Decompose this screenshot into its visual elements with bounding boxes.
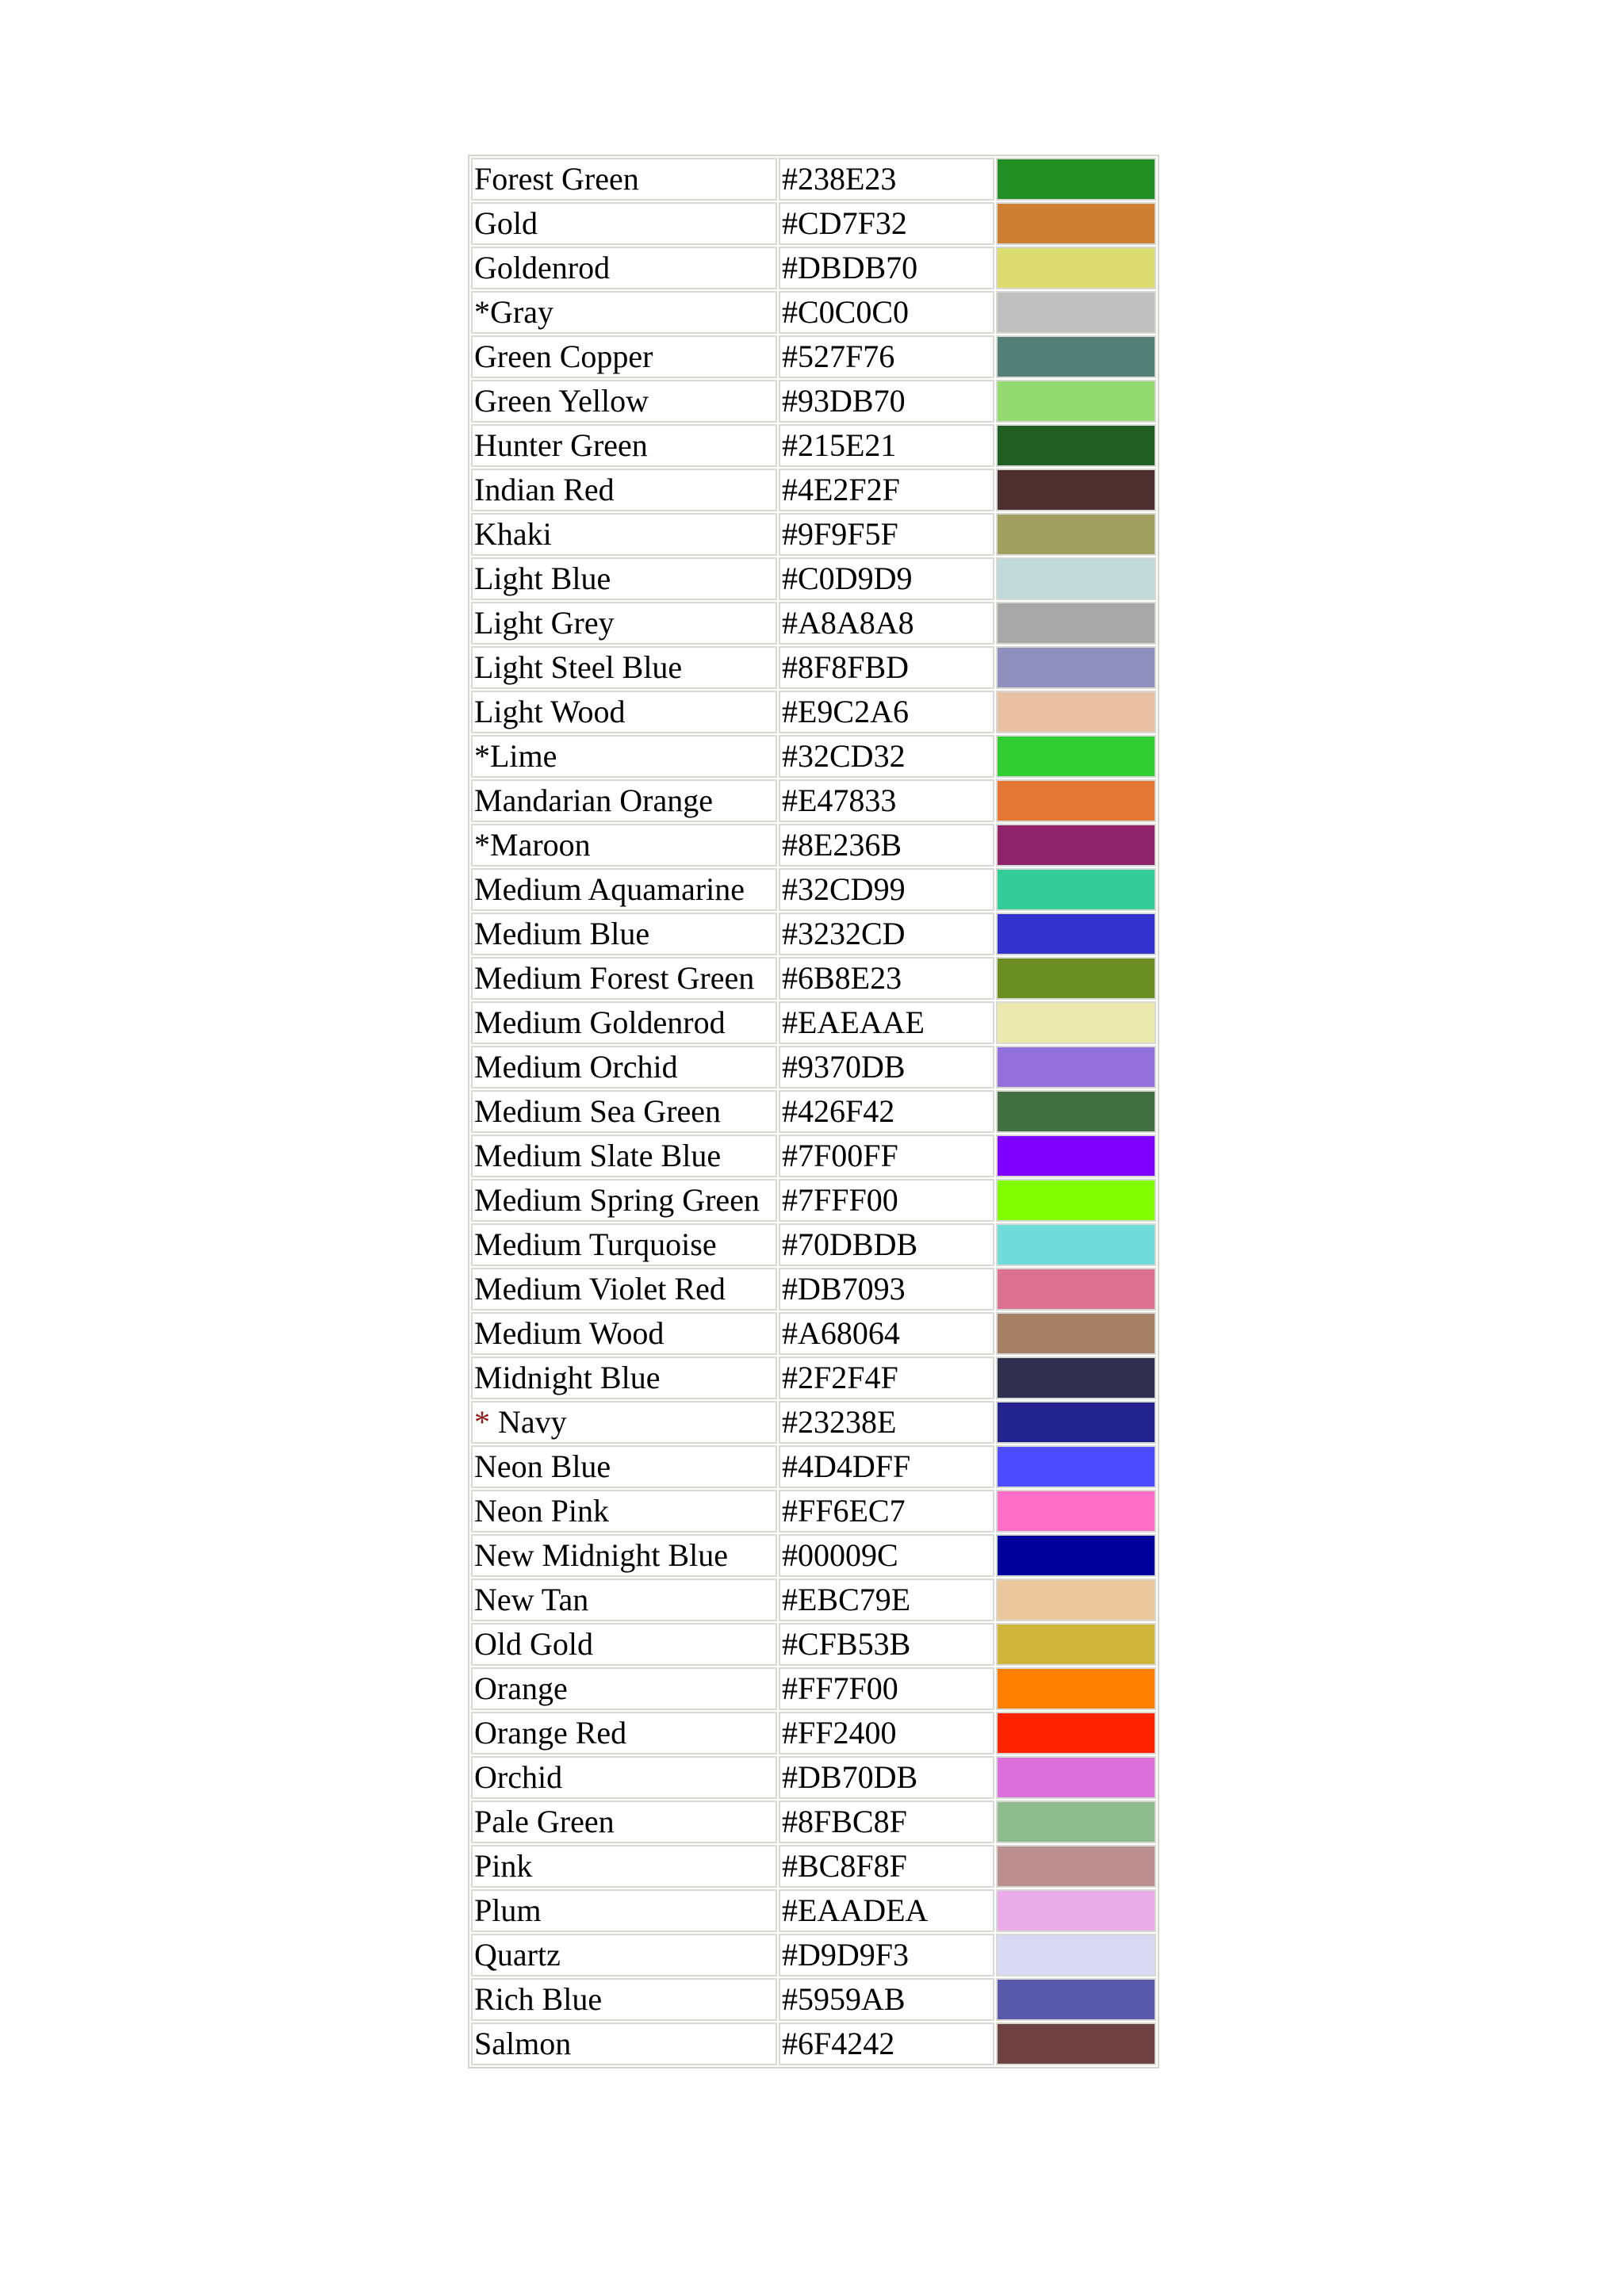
color-swatch [998, 1225, 1155, 1265]
color-swatch [998, 603, 1155, 643]
color-name-cell: *Maroon [471, 824, 777, 867]
asterisk-mark: * [474, 1404, 490, 1440]
color-swatch [998, 1047, 1155, 1087]
color-hex-cell: #FF6EC7 [779, 1490, 994, 1533]
color-name-cell: Forest Green [471, 158, 777, 201]
color-hex-cell: #BC8F8F [779, 1845, 994, 1888]
color-swatch [998, 470, 1155, 510]
table-row [471, 1179, 1156, 1222]
color-hex-cell: #C0C0C0 [779, 291, 994, 334]
color-swatch [998, 1402, 1155, 1442]
color-swatch [998, 1358, 1155, 1398]
table-row [471, 2022, 1156, 2065]
color-name-cell: *Lime [471, 735, 777, 778]
table-row [471, 158, 1156, 201]
color-name-cell: Light Grey [471, 602, 777, 645]
color-hex-cell: #527F76 [779, 335, 994, 378]
color-swatch [998, 204, 1155, 243]
color-swatch [998, 959, 1155, 998]
color-name-cell: Medium Sea Green [471, 1090, 777, 1133]
color-swatch-cell [996, 1578, 1156, 1621]
color-swatch-cell [996, 424, 1156, 467]
color-name-cell: Gold [471, 202, 777, 245]
color-hex-cell: #4D4DFF [779, 1445, 994, 1488]
color-hex-cell: #CD7F32 [779, 202, 994, 245]
color-hex-cell: #00009C [779, 1534, 994, 1577]
color-swatch-cell [996, 602, 1156, 645]
color-swatch-cell [996, 1046, 1156, 1089]
color-name-cell: *Gray [471, 291, 777, 334]
table-row [471, 1357, 1156, 1399]
color-hex-cell: #DBDB70 [779, 247, 994, 289]
color-name-cell: Light Blue [471, 557, 777, 600]
color-swatch-cell [996, 1268, 1156, 1311]
table-row [471, 779, 1156, 822]
color-name-cell: Neon Blue [471, 1445, 777, 1488]
color-name-cell: New Tan [471, 1578, 777, 1621]
color-hex-cell: #70DBDB [779, 1223, 994, 1266]
color-name-cell: Midnight Blue [471, 1357, 777, 1399]
color-swatch-cell [996, 824, 1156, 867]
color-hex-cell: #E9C2A6 [779, 691, 994, 733]
color-hex-cell: #E47833 [779, 779, 994, 822]
table-row [471, 824, 1156, 867]
color-hex-cell: #8FBC8F [779, 1800, 994, 1843]
color-swatch-cell [996, 1623, 1156, 1666]
color-name-cell: Pale Green [471, 1800, 777, 1843]
table-row [471, 202, 1156, 245]
color-name-cell: Rich Blue [471, 1978, 777, 2021]
color-name-cell: Goldenrod [471, 247, 777, 289]
color-name-cell: Hunter Green [471, 424, 777, 467]
table-row [471, 957, 1156, 1000]
table-row [471, 602, 1156, 645]
table-row [471, 557, 1156, 600]
color-swatch [998, 1935, 1155, 1975]
table-row [471, 1889, 1156, 1932]
color-swatch-cell [996, 469, 1156, 511]
color-name-cell: Medium Turquoise [471, 1223, 777, 1266]
color-swatch [998, 1491, 1155, 1531]
color-swatch-cell [996, 1357, 1156, 1399]
color-swatch [998, 159, 1155, 199]
color-name-cell: Plum [471, 1889, 777, 1932]
table-row [471, 1934, 1156, 1976]
color-hex-cell: #426F42 [779, 1090, 994, 1133]
table-row [471, 1712, 1156, 1755]
color-swatch-cell [996, 691, 1156, 733]
color-swatch-cell [996, 1889, 1156, 1932]
color-name-cell: Mandarian Orange [471, 779, 777, 822]
color-hex-cell: #215E21 [779, 424, 994, 467]
color-swatch [998, 1580, 1155, 1620]
color-swatch-cell [996, 513, 1156, 556]
color-swatch [998, 1269, 1155, 1309]
color-swatch [998, 559, 1155, 599]
color-swatch-cell [996, 868, 1156, 911]
table-row [471, 1578, 1156, 1621]
color-hex-cell: #32CD32 [779, 735, 994, 778]
color-hex-cell: #93DB70 [779, 380, 994, 423]
color-name-cell: Orange [471, 1667, 777, 1710]
color-swatch-cell [996, 1001, 1156, 1044]
color-name-cell: Green Copper [471, 335, 777, 378]
color-swatch [998, 692, 1155, 732]
table-row [471, 513, 1156, 556]
color-swatch [998, 1092, 1155, 1131]
color-name-cell: Pink [471, 1845, 777, 1888]
color-swatch [998, 381, 1155, 421]
table-row [471, 1223, 1156, 1266]
color-hex-cell: #6F4242 [779, 2022, 994, 2065]
color-swatch-cell [996, 202, 1156, 245]
color-hex-cell: #A68064 [779, 1312, 994, 1355]
table-row [471, 1534, 1156, 1577]
color-name-cell: Neon Pink [471, 1490, 777, 1533]
color-swatch-cell [996, 957, 1156, 1000]
color-name-cell: Medium Aquamarine [471, 868, 777, 911]
color-name-cell: Medium Violet Red [471, 1268, 777, 1311]
color-hex-cell: #3232CD [779, 913, 994, 955]
table-row [471, 247, 1156, 289]
table-row [471, 1090, 1156, 1133]
color-swatch-cell [996, 1490, 1156, 1533]
color-swatch [998, 1713, 1155, 1753]
table-row [471, 913, 1156, 955]
color-name-cell: Quartz [471, 1934, 777, 1976]
color-hex-cell: #9370DB [779, 1046, 994, 1089]
table-row [471, 1135, 1156, 1177]
color-hex-cell: #D9D9F3 [779, 1934, 994, 1976]
color-name-cell: New Midnight Blue [471, 1534, 777, 1577]
table-row [471, 424, 1156, 467]
color-swatch [998, 781, 1155, 821]
table-row [471, 1800, 1156, 1843]
color-swatch [998, 1758, 1155, 1797]
color-name-cell: Medium Forest Green [471, 957, 777, 1000]
color-hex-cell: #EBC79E [779, 1578, 994, 1621]
color-name-cell: Medium Slate Blue [471, 1135, 777, 1177]
color-swatch [998, 1181, 1155, 1220]
color-table [468, 155, 1159, 2068]
color-hex-cell: #5959AB [779, 1978, 994, 2021]
color-swatch-cell [996, 1090, 1156, 1133]
color-hex-cell: #DB70DB [779, 1756, 994, 1799]
color-name-cell: Orange Red [471, 1712, 777, 1755]
color-swatch [998, 825, 1155, 865]
color-swatch-cell [996, 1667, 1156, 1710]
color-hex-cell: #7FFF00 [779, 1179, 994, 1222]
color-swatch [998, 914, 1155, 954]
color-swatch [998, 1669, 1155, 1709]
color-swatch [998, 248, 1155, 288]
table-row [471, 380, 1156, 423]
color-swatch [998, 1536, 1155, 1575]
color-swatch [998, 737, 1155, 776]
color-hex-cell: #2F2F4F [779, 1357, 994, 1399]
color-hex-cell: #9F9F5F [779, 513, 994, 556]
color-swatch [998, 337, 1155, 377]
table-row [471, 1490, 1156, 1533]
color-swatch-cell [996, 1445, 1156, 1488]
color-swatch-cell [996, 1845, 1156, 1888]
color-swatch [998, 1980, 1155, 2019]
color-swatch-cell [996, 1534, 1156, 1577]
table-row [471, 1046, 1156, 1089]
color-swatch-cell [996, 1978, 1156, 2021]
table-row [471, 1845, 1156, 1888]
color-swatch-cell [996, 735, 1156, 778]
color-swatch [998, 1846, 1155, 1886]
table-row [471, 1312, 1156, 1355]
color-swatch-cell [996, 1179, 1156, 1222]
color-swatch-cell [996, 380, 1156, 423]
color-swatch-cell [996, 1401, 1156, 1444]
color-swatch-cell [996, 779, 1156, 822]
color-swatch-cell [996, 646, 1156, 689]
table-row [471, 469, 1156, 511]
color-hex-cell: #8E236B [779, 824, 994, 867]
color-swatch-cell [996, 247, 1156, 289]
color-swatch-cell [996, 1934, 1156, 1976]
color-hex-cell: #DB7093 [779, 1268, 994, 1311]
color-name-cell: Medium Orchid [471, 1046, 777, 1089]
color-hex-cell: #23238E [779, 1401, 994, 1444]
color-swatch [998, 1003, 1155, 1043]
color-hex-cell: #C0D9D9 [779, 557, 994, 600]
color-name-cell: * Navy [471, 1401, 777, 1444]
table-row [471, 691, 1156, 733]
color-name-cell: Green Yellow [471, 380, 777, 423]
color-hex-cell: #CFB53B [779, 1623, 994, 1666]
color-swatch-cell [996, 158, 1156, 201]
table-row [471, 1978, 1156, 2021]
color-swatch-cell [996, 1712, 1156, 1755]
color-swatch-cell [996, 1223, 1156, 1266]
color-name-cell: Light Steel Blue [471, 646, 777, 689]
color-swatch [998, 2024, 1155, 2064]
color-hex-cell: #4E2F2F [779, 469, 994, 511]
color-swatch [998, 293, 1155, 332]
color-swatch [998, 515, 1155, 554]
color-swatch-cell [996, 1312, 1156, 1355]
color-name-cell: Light Wood [471, 691, 777, 733]
color-hex-cell: #FF2400 [779, 1712, 994, 1755]
color-swatch [998, 1136, 1155, 1176]
color-name-cell: Medium Wood [471, 1312, 777, 1355]
color-swatch-cell [996, 557, 1156, 600]
color-swatch [998, 1447, 1155, 1487]
table-row [471, 291, 1156, 334]
color-name-cell: Old Gold [471, 1623, 777, 1666]
color-hex-cell: #EAADEA [779, 1889, 994, 1932]
color-swatch-cell [996, 291, 1156, 334]
color-swatch [998, 426, 1155, 465]
color-name-cell: Salmon [471, 2022, 777, 2065]
color-name-cell: Orchid [471, 1756, 777, 1799]
table-row [471, 1445, 1156, 1488]
table-row [471, 1001, 1156, 1044]
color-swatch-cell [996, 1756, 1156, 1799]
color-name-cell: Khaki [471, 513, 777, 556]
color-name-cell: Medium Spring Green [471, 1179, 777, 1222]
table-row [471, 1623, 1156, 1666]
color-swatch [998, 1802, 1155, 1842]
color-hex-cell: #A8A8A8 [779, 602, 994, 645]
color-swatch-cell [996, 913, 1156, 955]
color-hex-cell: #EAEAAE [779, 1001, 994, 1044]
color-name-cell: Indian Red [471, 469, 777, 511]
color-swatch-cell [996, 335, 1156, 378]
color-swatch [998, 648, 1155, 687]
table-row [471, 735, 1156, 778]
color-name-cell: Medium Blue [471, 913, 777, 955]
color-hex-cell: #238E23 [779, 158, 994, 201]
color-name-cell: Medium Goldenrod [471, 1001, 777, 1044]
color-table-body [471, 158, 1156, 2065]
color-swatch-cell [996, 1135, 1156, 1177]
table-row [471, 1667, 1156, 1710]
color-hex-cell: #7F00FF [779, 1135, 994, 1177]
color-hex-cell: #FF7F00 [779, 1667, 994, 1710]
color-hex-cell: #32CD99 [779, 868, 994, 911]
table-row [471, 646, 1156, 689]
table-row [471, 1401, 1156, 1444]
color-swatch [998, 1891, 1155, 1931]
color-hex-cell: #6B8E23 [779, 957, 994, 1000]
color-swatch [998, 1624, 1155, 1664]
color-swatch [998, 870, 1155, 909]
color-swatch [998, 1314, 1155, 1353]
table-row [471, 868, 1156, 911]
table-row [471, 1756, 1156, 1799]
color-hex-cell: #8F8FBD [779, 646, 994, 689]
table-row [471, 335, 1156, 378]
color-swatch-cell [996, 1800, 1156, 1843]
color-swatch-cell [996, 2022, 1156, 2065]
table-row [471, 1268, 1156, 1311]
